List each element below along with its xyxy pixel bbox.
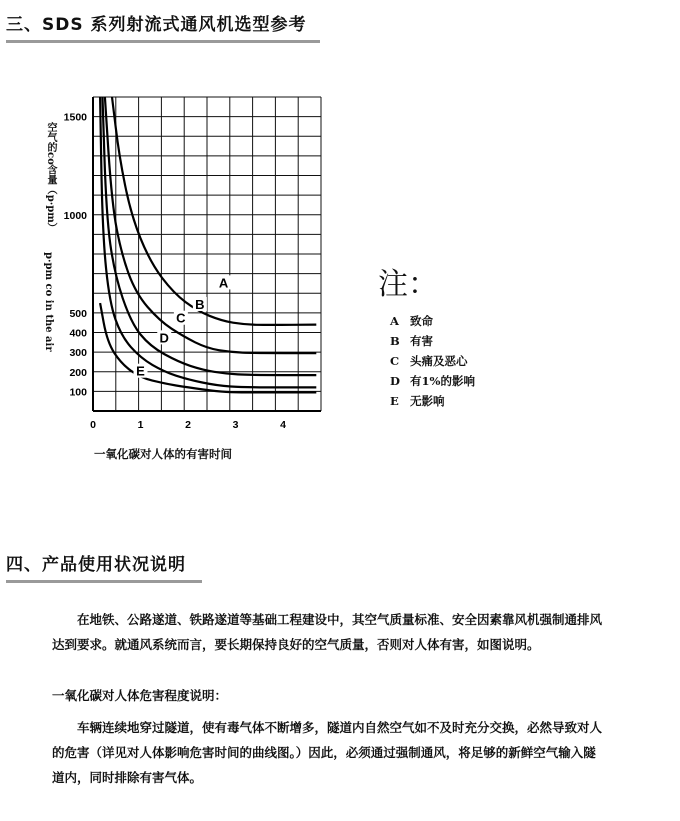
section-3-heading: 三、SDS 系列射流式通风机选型参考 xyxy=(6,10,307,39)
x-tick-label: 4 xyxy=(280,419,286,431)
y-axis-label: 空气的co含量（p·pm） xyxy=(45,122,56,233)
x-tick-label: 3 xyxy=(232,419,239,431)
legend-item: B 有害 xyxy=(390,334,434,348)
y-tick-label: 100 xyxy=(69,386,87,399)
co-hazard-subheading: 一氧化碳对人体危害程度说明： xyxy=(52,688,228,703)
legend-item: E 无影响 xyxy=(390,394,445,408)
y-tick-label: 1000 xyxy=(63,209,87,222)
legend-item: A 致命 xyxy=(390,314,434,328)
y-tick-label: 400 xyxy=(69,327,87,340)
heading-underline xyxy=(6,40,320,43)
co-hazard-paragraph: 车辆连续地穿过隧道，使有毒气体不断增多，隧道内自然空气如不及时充分交换，必然导致对人 的危害（详见对人体影响危害时间的曲线图。）因此，必须通过强制通风，将足够的新鲜空气输入隧 道内，同时排除有害气体。 xyxy=(52,720,603,785)
curve-d xyxy=(100,97,316,387)
curve-label-e: E xyxy=(136,363,145,379)
usage-paragraph: 在地铁、公路遂道、铁路遂道等基础工程建设中，其空气质量标准、安全因素靠风机强制通排风 达到要求。就通风系统而言，要长期保持良好的空气质量，否则对人体有害，如图说明。 xyxy=(52,612,603,652)
curve-a xyxy=(112,97,316,325)
co-exposure-chart xyxy=(0,60,340,440)
section-4-heading: 四、产品使用状况说明 xyxy=(6,550,186,579)
chart-legend-notes xyxy=(378,265,475,411)
curve-label-d: D xyxy=(159,330,169,346)
y-axis-label-english: p·pm co in the air xyxy=(43,252,54,352)
x-tick-label: 2 xyxy=(185,419,191,431)
heading-underline xyxy=(6,580,202,583)
curve-label-a: A xyxy=(218,275,229,291)
notes-title: 注： xyxy=(378,267,438,302)
curve-c xyxy=(103,97,317,375)
x-tick-label: 1 xyxy=(137,419,144,431)
y-tick-label: 200 xyxy=(69,366,87,379)
curve-label-c: C xyxy=(176,310,186,326)
x-tick-label: 0 xyxy=(90,419,96,431)
curve-label-b: B xyxy=(195,296,205,312)
legend-item: D 有1%的影响 xyxy=(390,374,475,388)
y-tick-label: 300 xyxy=(69,347,87,360)
y-tick-label: 1500 xyxy=(63,111,87,124)
x-axis-label: 一氧化碳对人体的有害时间 xyxy=(94,447,232,461)
legend-item: C 头痛及恶心 xyxy=(390,354,468,368)
y-tick-label: 500 xyxy=(69,307,87,320)
